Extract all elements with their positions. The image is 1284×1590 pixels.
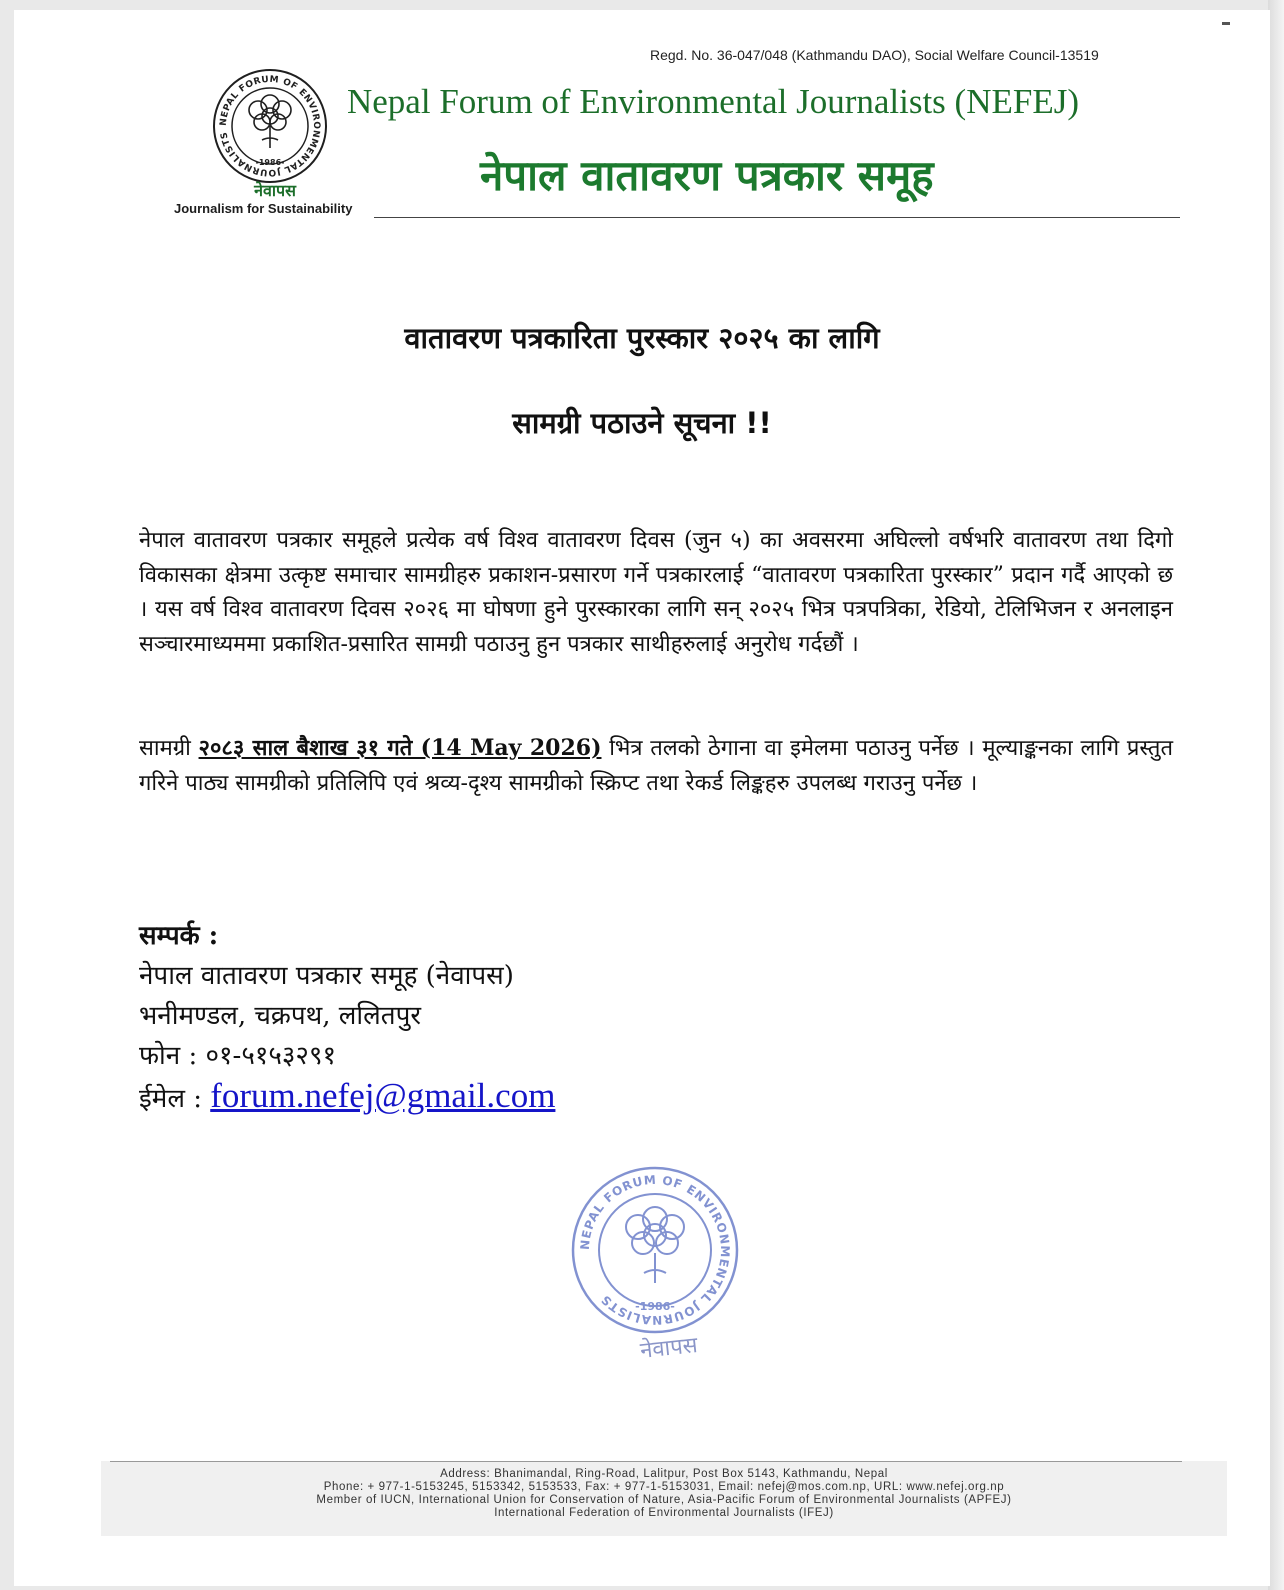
footer-contacts: Phone: + 977-1-5153245, 5153342, 5153533, Fax: + 977-1-5153031, Email: nefej@mos.com.np, URL: www.nefej.org.np bbox=[323, 1481, 1005, 1493]
email-label: ईमेल : bbox=[139, 1084, 202, 1114]
email-link[interactable]: forum.nefej@gmail.com bbox=[210, 1076, 556, 1115]
nefej-logo bbox=[212, 68, 328, 184]
contact-label: सम्पर्क : bbox=[139, 921, 219, 951]
scan-corner-mark bbox=[1222, 22, 1230, 37]
contact-email-line bbox=[139, 1076, 555, 1119]
phone-number: ०१-५१५३२९१ bbox=[205, 1041, 336, 1071]
contact-block bbox=[139, 916, 555, 1119]
paragraph-2-suffix: भित्र तलको ठेगाना वा इमेलमा पठाउनु पर्नेछ । मूल्याङ्कनका लागि प्रस्तुत गरिने पाठ्य सामग्रीको प्रतिलिपि एवं श्रव्य-दृश्य सामग्रीको स्क्रिप्ट तथा रेकर्ड लिङ्कहरु उपलब्ध गराउनु पर्नेछ । bbox=[139, 736, 1174, 796]
notice-subtitle: सामग्री पठाउने सूचना !! bbox=[512, 406, 772, 440]
paragraph-2-prefix: सामग्री bbox=[139, 736, 199, 761]
notice-paragraph-1: नेपाल वातावरण पत्रकार समूहले प्रत्येक वर्ष विश्व वातावरण दिवस (जुन ५) का अवसरमा अघिल्लो वर्षभरि वातावरण तथा दिगो विकासका क्षेत्रमा उत्कृष्ट समाचार सामग्रीहरु प्रकाशन-प्रसारण गर्ने पत्रकारलाई “वातावरण पत्रकारिता पुरस्कार” प्रदान गर्दै आएको छ । यस वर्ष विश्व वातावरण दिवस २०२६ मा घोषणा हुने पुरस्कारका लागि सन् २०२५ भित्र पत्रपत्रिका, रेडियो, टेलिभिजन र अनलाइन सञ्चारमाध्यममा प्रकाशित-प्रसारित सामग्री पठाउनु हुन पत्रकार साथीहरुलाई अनुरोध गर्दछौं । bbox=[139, 528, 1173, 657]
svg-text:NEPAL FORUM OF ENVIRONMENTAL J: NEPAL FORUM OF ENVIRONMENTAL JOURNALISTS bbox=[577, 1172, 733, 1328]
contact-phone-line bbox=[139, 1036, 555, 1076]
stamp-caption: नेवापस bbox=[639, 1333, 699, 1364]
header-divider bbox=[374, 217, 1180, 218]
tagline: Journalism for Sustainability bbox=[174, 201, 353, 216]
notice-title: वातावरण पत्रकारिता पुरस्कार २०२५ का लागि bbox=[404, 321, 880, 355]
notice-paragraph-2 bbox=[139, 731, 1173, 801]
footer-membership-2: International Federation of Environmental Journalists (IFEJ) bbox=[494, 1507, 834, 1519]
submission-deadline: २०८३ साल बैशाख ३१ गते (14 May 2026) bbox=[198, 735, 602, 761]
logo-caption: नेवापस bbox=[254, 181, 296, 200]
organization-stamp bbox=[570, 1165, 740, 1335]
footer-address: Address: Bhanimandal, Ring-Road, Lalitpur, Post Box 5143, Kathmandu, Nepal bbox=[440, 1468, 888, 1480]
org-name-english: Nepal Forum of Environmental Journalists (NEFEJ) bbox=[347, 82, 1079, 121]
contact-org: नेपाल वातावरण पत्रकार समूह (नेवापस) bbox=[139, 961, 514, 991]
org-name-nepali: नेपाल वातावरण पत्रकार समूह bbox=[480, 151, 934, 200]
footer-membership-1: Member of IUCN, International Union for Conservation of Nature, Asia-Pacific Forum of Environmental Journalists (APFEJ) bbox=[316, 1494, 1012, 1506]
svg-text:-1986-: -1986- bbox=[255, 158, 285, 167]
phone-label: फोन : bbox=[139, 1041, 198, 1071]
registration-number: Regd. No. 36-047/048 (Kathmandu DAO), Social Welfare Council-13519 bbox=[650, 47, 1099, 63]
svg-text:NEPAL FORUM OF ENVIRONMENTAL J: NEPAL FORUM OF ENVIRONMENTAL JOURNALISTS bbox=[218, 74, 322, 178]
contact-address: भनीमण्डल, चक्रपथ, ललितपुर bbox=[139, 1001, 422, 1031]
page-edge-shadow bbox=[1268, 0, 1284, 1590]
svg-text:-1986-: -1986- bbox=[635, 1300, 675, 1313]
footer-divider bbox=[110, 1461, 1182, 1462]
